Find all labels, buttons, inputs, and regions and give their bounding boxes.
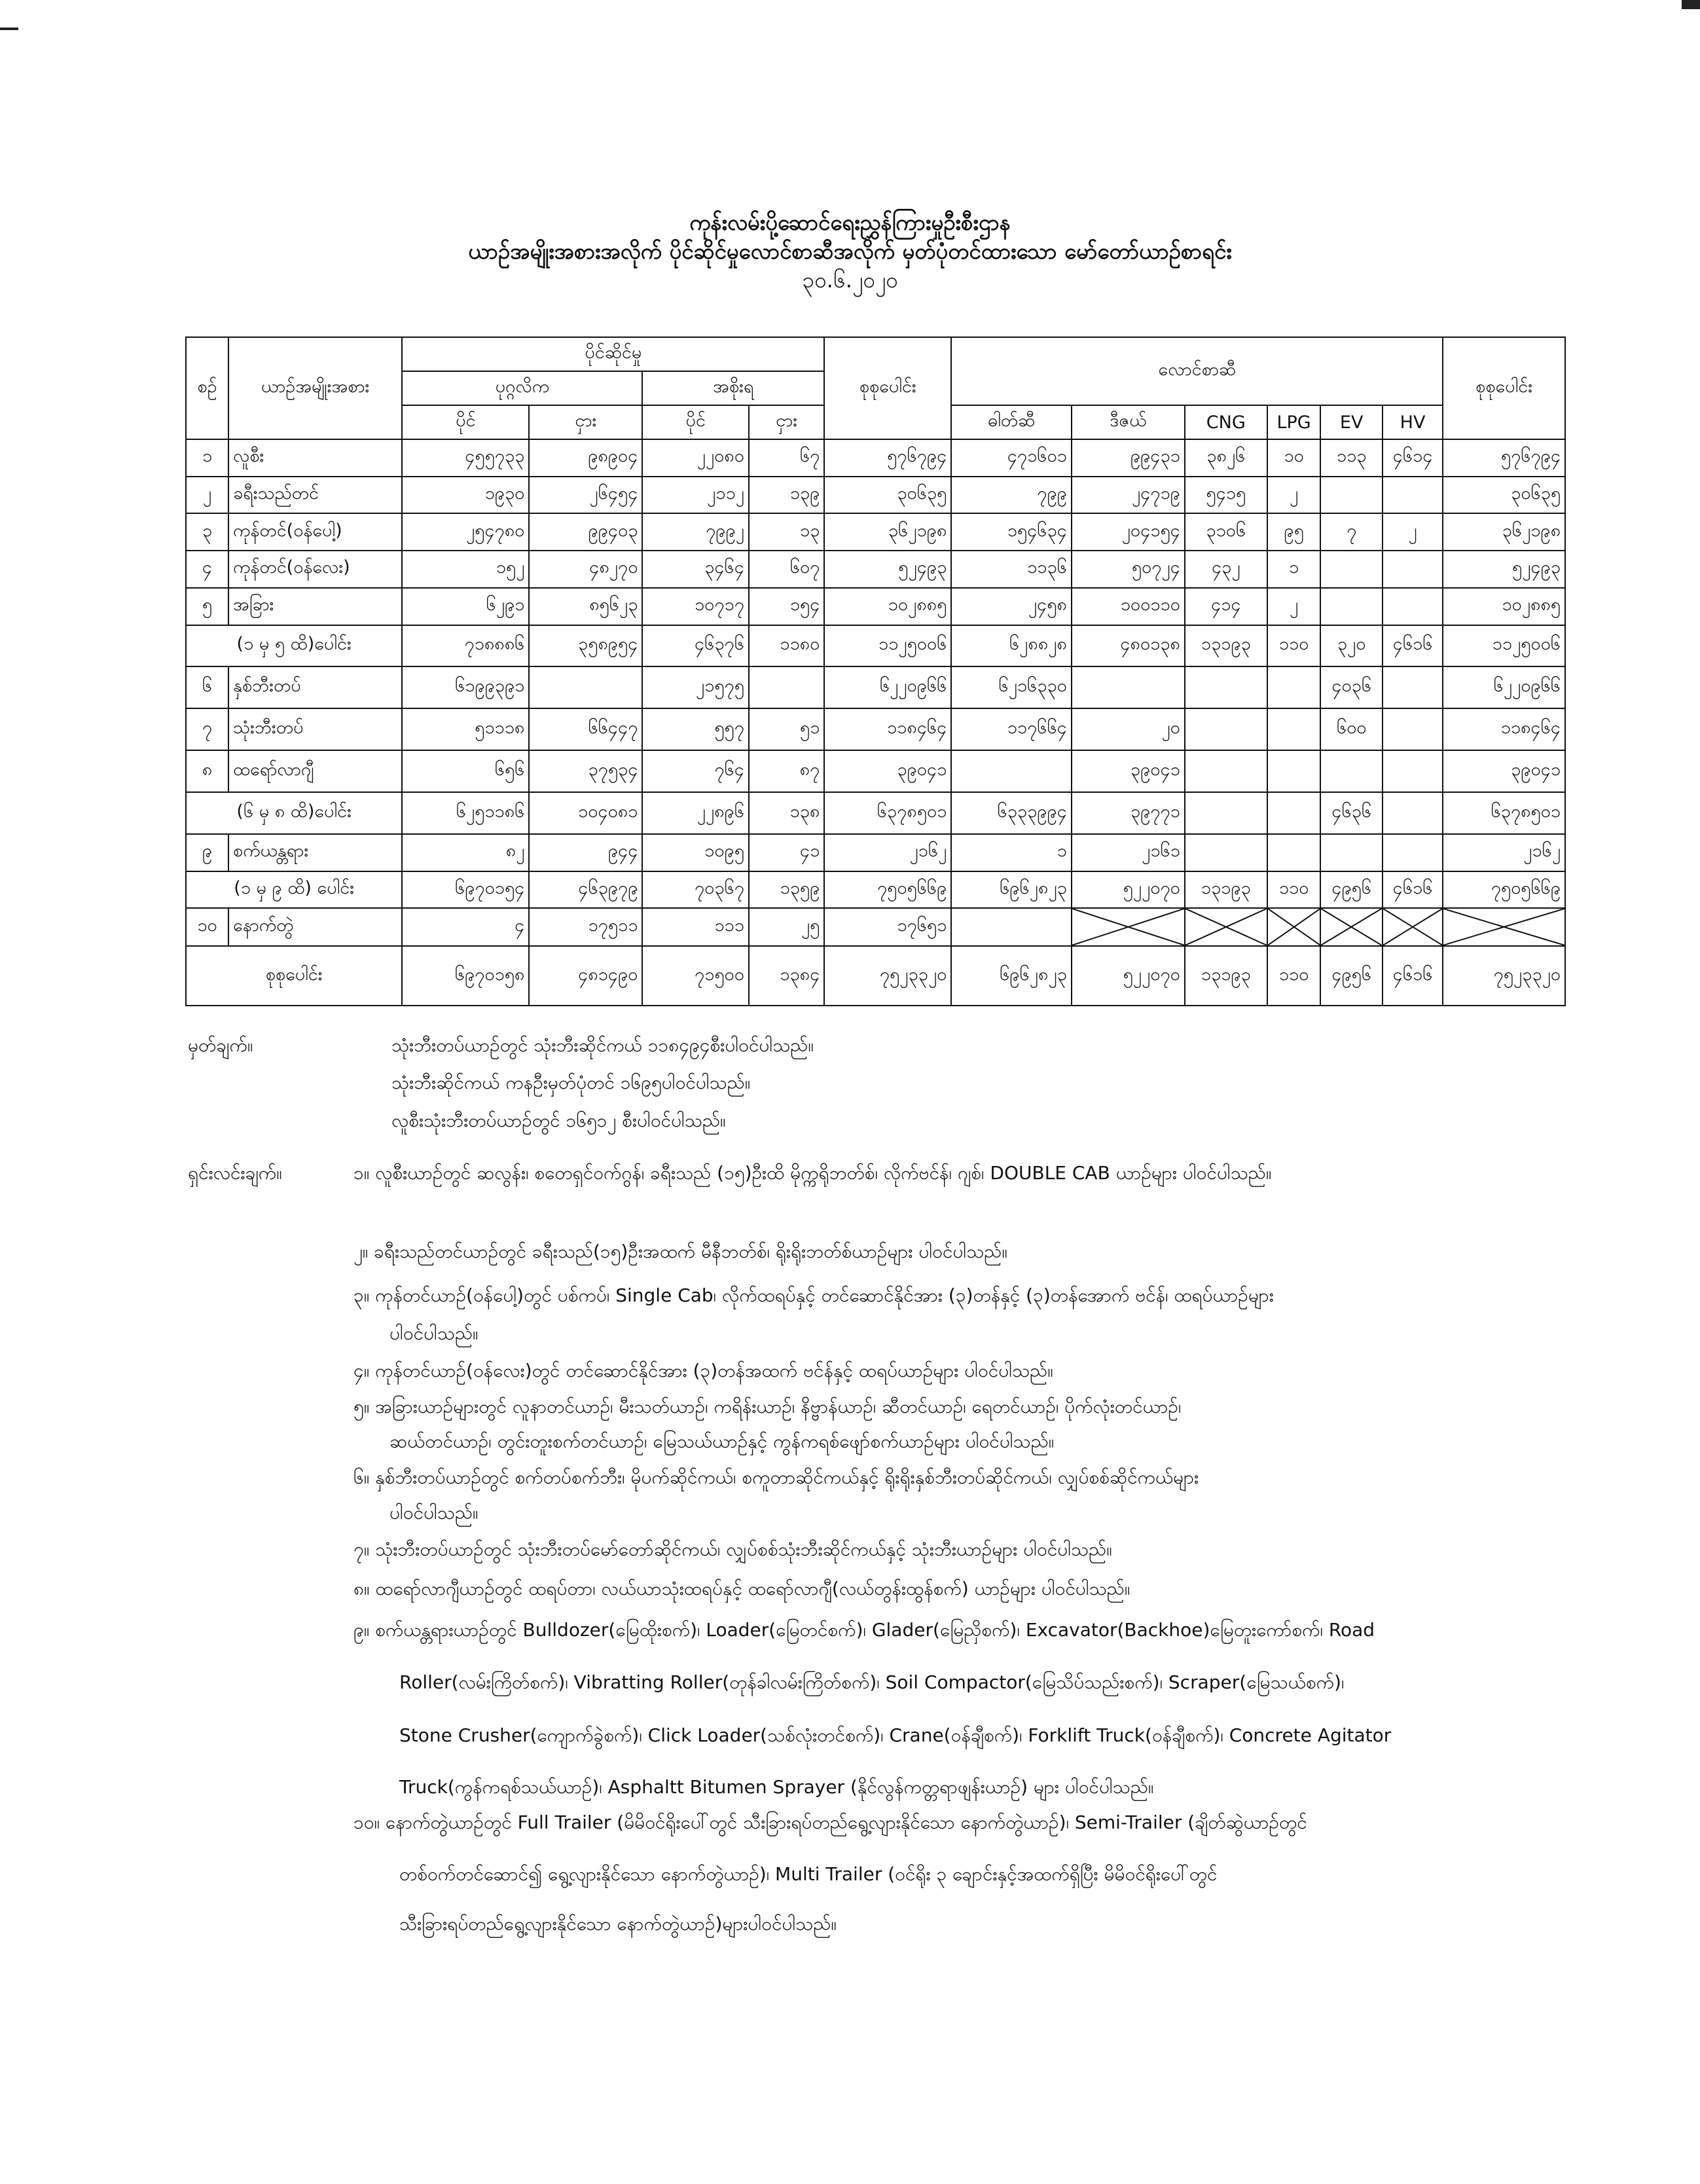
value-cell: ၇ — [1320, 513, 1382, 551]
value-cell: ၄၆၁၆ — [1383, 625, 1443, 667]
value-cell: ၁၁၈၀ — [749, 625, 824, 667]
value-cell: ၁၁၀ — [1267, 625, 1321, 667]
value-cell: ၈၇ — [749, 750, 824, 792]
explain-line: ပါဝင်ပါသည်။ — [389, 1322, 479, 1344]
value-cell: ၁၅၂ — [402, 551, 529, 588]
value-cell: ၉၈၉၀၄ — [529, 439, 642, 477]
row-number: ၁ — [186, 439, 228, 477]
value-cell: ၄၆၃၆ — [1320, 792, 1382, 834]
value-cell: ၆၃၃၃၉၉၄ — [951, 792, 1072, 834]
value-cell: ၂၁၅၇၅ — [642, 666, 749, 708]
value-cell: ၃၆၂၁၉၈ — [824, 513, 951, 551]
explain-line: Stone Crusher(ကျောက်ခွဲစက်)၊ Click Loader(သစ်လုံးတင်စက်)၊ Crane(ဝန်ချီစက်)၊ Forklift Truck(ဝန်ချီစက်)၊ Concrete Agitator — [399, 1724, 1392, 1746]
value-cell: ၂၄၅၈ — [951, 588, 1072, 625]
value-cell: ၆၉၆၂၈၂၃ — [951, 946, 1072, 1006]
value-cell: ၆၅၆ — [402, 750, 529, 792]
value-cell: ၅၄၁၅ — [1185, 477, 1267, 514]
row-number: ၉ — [186, 834, 228, 871]
value-cell: ၁၃၈၄ — [749, 946, 824, 1006]
value-cell: ၆၀၇ — [749, 551, 824, 588]
value-cell: ၃၄၆၄ — [642, 551, 749, 588]
subtotal-label: (၁ မှ ၅ ထိ)ပေါင်း — [186, 625, 402, 667]
value-cell: ၃၆၂၁၉၈ — [1443, 513, 1565, 551]
value-cell: ၅၁၁၁၈ — [402, 708, 529, 750]
value-cell: ၁၁၀ — [1267, 871, 1321, 909]
value-cell: ၁၃၁၉၃ — [1185, 946, 1267, 1006]
value-cell: ၁၅၄၆၃၄ — [951, 513, 1072, 551]
value-cell: ၃၁၀၆ — [1185, 513, 1267, 551]
value-cell: ၅၇၆၇၉၄ — [1443, 439, 1565, 477]
value-cell: ၄၀၃၆ — [1320, 666, 1382, 708]
value-cell: ၁၁၇၆၆၄ — [951, 708, 1072, 750]
value-cell: ၅၂၄၉၃ — [824, 551, 951, 588]
vehicle-type: အခြား — [228, 588, 402, 625]
value-cell: ၃၉၀၄၁ — [824, 750, 951, 792]
explain-line: ၄။ ကုန်တင်ယာဉ်(ဝန်လေး)တွင် တင်ဆောင်နိုင်အား (၃)တန်အထက် ဗင်န်နှင့် ထရပ်ယာဉ်များ ပါဝင်ပါသည်။ — [353, 1360, 1053, 1381]
row-number: ၃ — [186, 513, 228, 551]
value-cell: ၅၅၇ — [642, 708, 749, 750]
explain-line: ၂။ ခရီးသည်တင်ယာဉ်တွင် ခရီးသည်(၁၅)ဦးအထက် မီနီဘတ်စ်၊ ရိုးရိုးဘတ်စ်ယာဉ်များ ပါဝင်ပါသည်။ — [353, 1241, 1007, 1262]
explain-line: ၁၀။ နောက်တွဲယာဉ်တွင် Full Trailer (မိမိဝင်ရိုးပေါ်တွင် သီးခြားရပ်တည်ရွေ့လျားနိုင်သော နောက်တွဲယာဉ်)၊ Semi-Trailer (ချိတ်ဆွဲယာဉ်တွင် — [353, 1811, 1307, 1833]
explain-line: ၃။ ကုန်တင်ယာဉ်(ဝန်ပေါ့)တွင် ပစ်ကပ်၊ Single Cab၊ လိုက်ထရပ်နှင့် တင်ဆောင်နိုင်အား (၃)တန်နှင့် (၃)တန်အောက် ဗင်န်၊ ထရပ်ယာဉ်များ — [353, 1284, 1274, 1306]
value-cell: ၄ — [402, 908, 529, 946]
value-cell: ၇၅၂၃၃၂၀ — [824, 946, 951, 1006]
col-hv: HV — [1383, 405, 1443, 439]
value-cell: ၄၈၁၄၉၀ — [529, 946, 642, 1006]
row-number: ၄ — [186, 551, 228, 588]
value-cell: ၁၀၂၈၈၅ — [1443, 588, 1565, 625]
value-cell: ၉၅ — [1267, 513, 1321, 551]
row-number: ၈ — [186, 750, 228, 792]
value-cell: ၆၃၇၈၅၀၁ — [1443, 792, 1565, 834]
value-cell: ၁ — [1267, 551, 1321, 588]
col-no: စဉ် — [186, 337, 228, 439]
value-cell: ၃၉၀၄၁ — [1443, 750, 1565, 792]
value-cell: ၁၁၁ — [642, 908, 749, 946]
value-cell: ၉၄၄ — [529, 834, 642, 871]
row-number: ၁၀ — [186, 908, 228, 946]
remark-line: လူစီးသုံးဘီးတပ်ယာဉ်တွင် ၁၆၅၁၂ စီးပါဝင်ပါသည်။ — [391, 1110, 726, 1131]
value-cell: ၅၁ — [749, 708, 824, 750]
value-cell: ၄၈၂၇၀ — [529, 551, 642, 588]
value-cell: ၁၁၃ — [1320, 439, 1382, 477]
value-cell: ၂၂၀၈၀ — [642, 439, 749, 477]
vehicle-type: နောက်တွဲ — [228, 908, 402, 946]
explain-line: ၆။ နှစ်ဘီးတပ်ယာဉ်တွင် စက်တပ်စက်ဘီး၊ မိုပက်ဆိုင်ကယ်၊ စကူတာဆိုင်ကယ်နှင့် ရိုးရိုးနှစ်ဘီးတပ်ဆိုင်ကယ်၊ လျှပ်စစ်ဆိုင်ကယ်များ — [353, 1466, 1199, 1488]
value-cell: ၆၁၉၉၃၉၁ — [402, 666, 529, 708]
value-cell: ၁၅၄ — [749, 588, 824, 625]
value-cell: ၄၁ — [749, 834, 824, 871]
col-petrol: ဓါတ်ဆီ — [951, 405, 1072, 439]
value-cell: ၄၉၅၆ — [1320, 946, 1382, 1006]
value-cell: ၆၀၀ — [1320, 708, 1382, 750]
value-cell: ၇၀၃၆၇ — [642, 871, 749, 909]
explain-line: ပါဝင်ပါသည်။ — [389, 1502, 479, 1523]
value-cell: ၁၁၈၄၆၄ — [824, 708, 951, 750]
value-cell: ၂၀ — [1072, 708, 1185, 750]
col-cng: CNG — [1185, 405, 1267, 439]
value-cell: ၂၂၈၉၆ — [642, 792, 749, 834]
value-cell: ၅၂၄၉၃ — [1443, 551, 1565, 588]
value-cell: ၇၁၈၈၈၆ — [402, 625, 529, 667]
value-cell: ၆၂၂၀၉၆၆ — [1443, 666, 1565, 708]
value-cell: ၂၅၄၇၈၀ — [402, 513, 529, 551]
value-cell: ၁၀၇၁၇ — [642, 588, 749, 625]
value-cell: ၁၁၂၅၀၀၆ — [824, 625, 951, 667]
value-cell: ၈၂ — [402, 834, 529, 871]
value-cell: ၅၇၆၇၉၄ — [824, 439, 951, 477]
value-cell: ၁၃၈ — [749, 792, 824, 834]
col-ownership: ပိုင်ဆိုင်မှု — [402, 337, 824, 371]
value-cell: ၅၂၂၀၇၀ — [1072, 946, 1185, 1006]
value-cell: ၆၂၈၈၂၈ — [951, 625, 1072, 667]
value-cell: ၄၆၁၄ — [1383, 439, 1443, 477]
value-cell: ၆၃၇၈၅၀၁ — [824, 792, 951, 834]
value-cell: ၄၇၁၆၀၁ — [951, 439, 1072, 477]
value-cell: ၄၁၄ — [1185, 588, 1267, 625]
remark-label: မှတ်ချက်။ — [188, 1034, 253, 1056]
value-cell: ၃၈၂၆ — [1185, 439, 1267, 477]
value-cell: ၄၆၃၇၆ — [642, 625, 749, 667]
value-cell: ၆၂၅၁၁၈၆ — [402, 792, 529, 834]
value-cell: ၄၉၅၆ — [1320, 871, 1382, 909]
value-cell: ၆၉၆၂၈၂၃ — [951, 871, 1072, 909]
vehicle-type: ကုန်တင်(ဝန်ပေါ့) — [228, 513, 402, 551]
value-cell: ၅၀၇၂၄ — [1072, 551, 1185, 588]
value-cell: ၃၅၈၉၅၄ — [529, 625, 642, 667]
value-cell: ၇၉၉ — [951, 477, 1072, 514]
value-cell: ၃၉၇၇၁ — [1072, 792, 1185, 834]
value-cell: ၁၃၁၉၃ — [1185, 625, 1267, 667]
value-cell: ၂၁၆၂ — [1443, 834, 1565, 871]
col-private: ပုဂ္ဂလိက — [402, 371, 642, 405]
subtotal-label: (၆ မှ ၈ ထိ)ပေါင်း — [186, 792, 402, 834]
report-date: ၃၀.၆.၂၀၂၀ — [802, 267, 898, 293]
vehicle-type: လူစီး — [228, 439, 402, 477]
value-cell: ၇၉၉၂ — [642, 513, 749, 551]
row-number: ၂ — [186, 477, 228, 514]
value-cell: ၂၁၆၂ — [824, 834, 951, 871]
col-gov-own: ပိုင် — [642, 405, 749, 439]
remark-line: သုံးဘီးဆိုင်ကယ် ကနဦးမှတ်ပုံတင် ၁၆၉၅ပါဝင်ပါသည်။ — [391, 1072, 751, 1093]
value-cell: ၆၂၁၆၃၃၀ — [951, 666, 1072, 708]
value-cell: ၁၀၉၅ — [642, 834, 749, 871]
explain-line: ၇။ သုံးဘီးတပ်ယာဉ်တွင် သုံးဘီးတပ်မော်တော်ဆိုင်ကယ်၊ လျှပ်စစ်သုံးဘီးဆိုင်ကယ်နှင့် သုံးဘီးယာဉ်များ ပါဝင်ပါသည်။ — [353, 1538, 1112, 1560]
row-number: ၅ — [186, 588, 228, 625]
value-cell: ၉၉၄၃၁ — [1072, 439, 1185, 477]
explain-label: ရှင်းလင်းချက်။ — [188, 1162, 282, 1184]
value-cell: ၁၁၃၆ — [951, 551, 1072, 588]
explain-line: သီးခြားရပ်တည်ရွေ့လျားနိုင်သော နောက်တွဲယာဉ်)များပါဝင်ပါသည်။ — [399, 1913, 837, 1935]
col-grand-total: စုစုပေါင်း — [1443, 337, 1565, 439]
value-cell: ၂၁၁၂ — [642, 477, 749, 514]
col-lpg: LPG — [1267, 405, 1321, 439]
explain-line: Roller(လမ်းကြိတ်စက်)၊ Vibratting Roller(တုန်ခါလမ်းကြိတ်စက်)၊ Soil Compactor(မြေသိပ်သည်းစက်)၊ Scraper(မြေသယ်စက်)၊ — [399, 1671, 1345, 1693]
value-cell: ၁၀၀၁၁၀ — [1072, 588, 1185, 625]
explain-line: ၈။ ထရော်လာဂျီယာဉ်တွင် ထရပ်တာ၊ လယ်ယာသုံးထရပ်နှင့် ထရော်လာဂျီ(လယ်တွန်းထွန်စက်) ယာဉ်များ ပါဝင်ပါသည်။ — [353, 1578, 1130, 1599]
value-cell: ၅၂၂၀၇၀ — [1072, 871, 1185, 909]
value-cell: ၇၆၄ — [642, 750, 749, 792]
value-cell: ၇၅၂၃၃၂၀ — [1443, 946, 1565, 1006]
subtotal-label: (၁ မှ ၉ ထိ) ပေါင်း — [186, 871, 402, 909]
value-cell: ၂ — [1267, 588, 1321, 625]
value-cell: ၂၁၆၁ — [1072, 834, 1185, 871]
value-cell: ၁၃၉ — [749, 477, 824, 514]
value-cell: ၁၀၂၈၈၅ — [824, 588, 951, 625]
value-cell: ၃၀၆၃၅ — [824, 477, 951, 514]
explain-line: တစ်ဝက်တင်ဆောင်၍ ရွေ့လျားနိုင်သော နောက်တွဲယာဉ်)၊ Multi Trailer (ဝင်ရိုး ၃ ချောင်းနှင့်အထက်ရှိပြီး မိမိဝင်ရိုးပေါ်တွင် — [399, 1863, 1218, 1885]
value-cell: ၆၂၂၀၉၆၆ — [824, 666, 951, 708]
value-cell: ၃၉၀၄၁ — [1072, 750, 1185, 792]
col-private-rent: ငှား — [529, 405, 642, 439]
value-cell: ၁၃၁၉၃ — [1185, 871, 1267, 909]
value-cell: ၁၀၄၀၈၁ — [529, 792, 642, 834]
vehicle-type: စက်ယန္တရား — [228, 834, 402, 871]
value-cell: ၂၄၇၁၉ — [1072, 477, 1185, 514]
value-cell: ၂၅ — [749, 908, 824, 946]
value-cell: ၂၆၄၅၄ — [529, 477, 642, 514]
value-cell: ၇၁၅၀၀ — [642, 946, 749, 1006]
col-fuel: လောင်စာဆီ — [951, 337, 1443, 405]
value-cell: ၃၂၀ — [1320, 625, 1382, 667]
value-cell: ၁ — [951, 834, 1072, 871]
col-ev: EV — [1320, 405, 1382, 439]
row-number: ၆ — [186, 666, 228, 708]
value-cell: ၃၇၅၃၄ — [529, 750, 642, 792]
value-cell: ၆၉၇၀၁၅၈ — [402, 946, 529, 1006]
value-cell: ၈၅၆၂၃ — [529, 588, 642, 625]
vehicle-type: နှစ်ဘီးတပ် — [228, 666, 402, 708]
value-cell: ၄၆၃၉၇၉ — [529, 871, 642, 909]
vehicle-type: ကုန်တင်(ဝန်လေး) — [228, 551, 402, 588]
value-cell: ၄၆၁၆ — [1383, 946, 1443, 1006]
col-diesel: ဒီဇယ် — [1072, 405, 1185, 439]
col-total: စုစုပေါင်း — [824, 337, 951, 439]
value-cell: ၄၆၁၆ — [1383, 871, 1443, 909]
report-title: ယာဉ်အမျိုးအစားအလိုက် ပိုင်ဆိုင်မှုလောင်စာဆီအလိုက် မှတ်ပုံတင်ထားသော မော်တော်ယာဉ်စာရင်း — [468, 238, 1232, 264]
value-cell: ၄၈၀၁၃၈ — [1072, 625, 1185, 667]
col-private-own: ပိုင် — [402, 405, 529, 439]
value-cell: ၁၁၀ — [1267, 946, 1321, 1006]
department-title: ကုန်းလမ်းပို့ဆောင်ရေးညွှန်ကြားမှုဦးစီးဌာန — [689, 209, 1011, 235]
value-cell: ၇၅၀၅၆၆၉ — [824, 871, 951, 909]
value-cell: ၁၇၅၁၁ — [529, 908, 642, 946]
subtotal-label: စုစုပေါင်း — [186, 946, 402, 1006]
vehicle-type: သုံးဘီးတပ် — [228, 708, 402, 750]
value-cell: ၆၂၉၁ — [402, 588, 529, 625]
value-cell: ၁၀ — [1267, 439, 1321, 477]
value-cell: ၆၉၇၀၁၅၄ — [402, 871, 529, 909]
value-cell: ၉၉၄၀၃ — [529, 513, 642, 551]
col-type: ယာဉ်အမျိုးအစား — [228, 337, 402, 439]
col-gov-rent: ငှား — [749, 405, 824, 439]
value-cell: ၇၅၀၅၆၆၉ — [1443, 871, 1565, 909]
value-cell: ၁၃ — [749, 513, 824, 551]
row-number: ၇ — [186, 708, 228, 750]
value-cell: ၁၁၈၄၆၄ — [1443, 708, 1565, 750]
vehicle-type: ထရော်လာဂျီ — [228, 750, 402, 792]
explain-line: ၅။ အခြားယာဉ်များတွင် လူနာတင်ယာဉ်၊ မီးသတ်ယာဉ်၊ ကရိန်းယာဉ်၊ နိဗ္ဗာန်ယာဉ်၊ ဆီတင်ယာဉ်၊ ရေတင်ယာဉ်၊ ပိုက်လုံးတင်ယာဉ်၊ — [353, 1396, 1182, 1417]
value-cell: ၆၇ — [749, 439, 824, 477]
value-cell: ၂ — [1267, 477, 1321, 514]
vehicle-type: ခရီးသည်တင် — [228, 477, 402, 514]
value-cell: ၁၇၆၅၁ — [824, 908, 951, 946]
value-cell: ၁၉၃၀ — [402, 477, 529, 514]
explain-line: ဆယ်တင်ယာဉ်၊ တွင်းတူးစက်တင်ယာဉ်၊ မြေသယ်ယာဉ်နှင့် ကွန်ကရစ်ဖျော်စက်ယာဉ်များ ပါဝင်ပါသည်။ — [389, 1430, 1055, 1452]
value-cell: ၂၀၄၁၅၄ — [1072, 513, 1185, 551]
remark-line: သုံးဘီးတပ်ယာဉ်တွင် သုံးဘီးဆိုင်ကယ် ၁၁၈၄၉၄စီးပါဝင်ပါသည်။ — [391, 1034, 814, 1056]
value-cell: ၄၃၂ — [1185, 551, 1267, 588]
explain-line: Truck(ကွန်ကရစ်သယ်ယာဉ်)၊ Asphaltt Bitumen Sprayer (နိုင်လွန်ကတ္တရာဖျန်းယာဉ်) များ ပါဝင်ပါသည်။ — [399, 1776, 1154, 1798]
explain-line: ၁။ လူစီးယာဉ်တွင် ဆလွန်း၊ စတေရှင်ဝက်ဂွန်၊ ခရီးသည် (၁၅)ဦးထိ မိုက္ကရိုဘတ်စ်၊ လိုက်ဗင်န်၊ ဂျစ်၊ DOUBLE CAB ယာဉ်များ ပါဝင်ပါသည်။ — [353, 1162, 1272, 1184]
value-cell: ၄၅၅၇၃၃ — [402, 439, 529, 477]
value-cell: ၆၆၄၄၇ — [529, 708, 642, 750]
col-government: အစိုးရ — [642, 371, 824, 405]
value-cell: ၁၁၂၅၀၀၆ — [1443, 625, 1565, 667]
value-cell: ၂ — [1383, 513, 1443, 551]
value-cell: ၃၀၆၃၅ — [1443, 477, 1565, 514]
value-cell: ၁၃၅၉ — [749, 871, 824, 909]
explain-line: ၉။ စက်ယန္တရားယာဉ်တွင် Bulldozer(မြေထိုးစက်)၊ Loader(မြေတင်စက်)၊ Glader(မြေညှိစက်)၊ Excavator(Backhoe)မြေတူးကော်စက်၊ Road — [353, 1619, 1375, 1641]
